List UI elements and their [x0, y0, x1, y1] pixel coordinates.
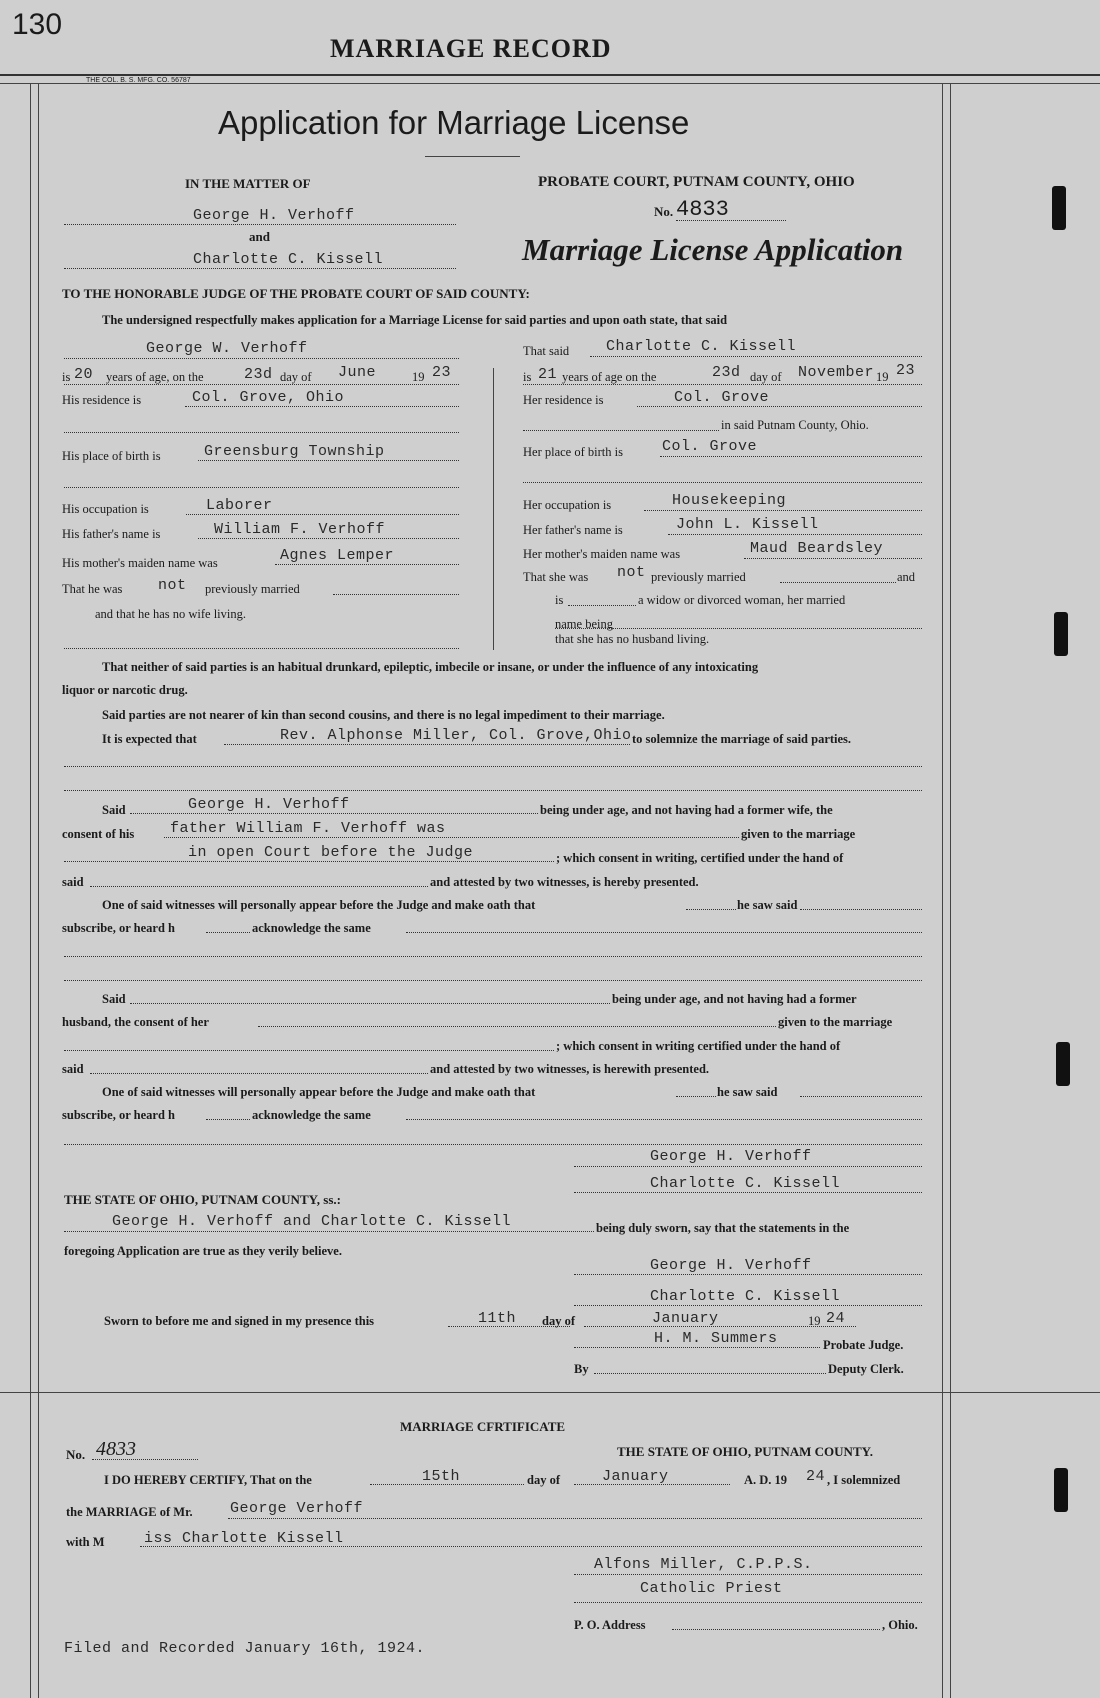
his-birth-month: June [338, 364, 377, 381]
certificate-state: THE STATE OF OHIO, PUTNAM COUNTY. [617, 1444, 874, 1459]
his-residence-line-2 [64, 432, 459, 433]
consent-name-line [130, 813, 538, 814]
groom-name-line [64, 224, 456, 225]
fconsent-witness-a: One of said witnesses will personally appear before the Judge and make oath that [102, 1085, 536, 1099]
her-name-being-line [555, 628, 922, 629]
binder-tab [1054, 612, 1068, 656]
certificate-day-line [370, 1484, 524, 1485]
fconsent-said2: said [62, 1062, 84, 1076]
po-ohio: , Ohio. [882, 1618, 918, 1632]
her-mother: Maud Beardsley [750, 540, 884, 557]
his-father-line [198, 538, 459, 539]
her-birthplace-line [660, 456, 922, 457]
oath-names: George H. Verhoff and Charlotte C. Kissell [112, 1213, 512, 1230]
fconsent-said: Said [102, 992, 126, 1006]
blank-line [64, 1144, 922, 1145]
fconsent-name-line [130, 1003, 610, 1004]
certificate-ad: A. D. 19 [744, 1473, 788, 1487]
consent-writing: ; which consent in writing, certified under the hand of [556, 851, 844, 865]
her-year-prefix: 19 [876, 370, 889, 384]
certificate-number-line [92, 1459, 198, 1460]
and-label: and [249, 229, 270, 244]
consent-where: in open Court before the Judge [188, 844, 474, 861]
application-title: Marriage License Application [522, 232, 904, 267]
his-birth-year: 23 [432, 364, 452, 381]
her-father-label: Her father's name is [523, 523, 623, 537]
consent-parent: father William F. Verhoff was [170, 820, 446, 837]
record-title: MARRIAGE RECORD [330, 34, 612, 63]
oath-signature-bride: Charlotte C. Kissell [650, 1288, 841, 1305]
his-father-label: His father's name is [62, 527, 161, 541]
certificate-officiant-line [574, 1574, 922, 1575]
her-widow-line [568, 605, 636, 606]
consent-minor-name: George H. Verhoff [188, 796, 350, 813]
his-father: William F. Verhoff [214, 521, 386, 538]
marriage-of-label: the MARRIAGE of Mr. [66, 1505, 193, 1519]
his-age-text: years of age, on the [106, 370, 204, 384]
binder-tab [1054, 1468, 1068, 1512]
sig-bride-line [574, 1192, 922, 1193]
consent-acknowledge: acknowledge the same [252, 921, 371, 935]
form-title: Application for Marriage License [218, 104, 690, 141]
her-previously-married: not [617, 564, 646, 581]
his-name: George W. Verhoff [146, 340, 308, 357]
certificate-bride: iss Charlotte Kissell [144, 1530, 344, 1547]
blank-line [64, 956, 922, 957]
consent-where-line [64, 861, 554, 862]
his-is-label: is [62, 370, 71, 384]
frame-right-2 [950, 84, 951, 1698]
her-age-line [523, 384, 922, 385]
sworn-month-line [584, 1326, 856, 1327]
blank-line [64, 790, 922, 791]
fconsent-said2-line [90, 1073, 428, 1074]
sworn-before-label: Sworn to before me and signed in my presence this [104, 1314, 375, 1328]
consent-witness-a: One of said witnesses will personally appear before the Judge and make oath that [102, 898, 536, 912]
page-number: 130 [12, 8, 63, 41]
certificate-groom-line [228, 1518, 922, 1519]
oath-sig-bride-line [574, 1305, 922, 1306]
his-age-line [64, 384, 459, 385]
judge-line [574, 1347, 820, 1348]
expected-suffix: to solemnize the marriage of said parties. [632, 732, 852, 746]
consent-acknowledge-line [406, 932, 922, 933]
oath-sworn: being duly sworn, say that the statements in the [596, 1221, 850, 1235]
his-previously-married: not [158, 577, 187, 594]
her-name-line [590, 356, 922, 357]
consent-said: Said [102, 803, 126, 817]
certificate-role-line [574, 1602, 922, 1603]
his-birthplace-line-2 [64, 487, 459, 488]
consent-said2: said [62, 875, 84, 889]
sworn-day: 11th [478, 1310, 517, 1327]
sworn-day-of: day of [542, 1314, 575, 1328]
his-name-line [64, 358, 459, 359]
his-residence: Col. Grove, Ohio [192, 389, 345, 406]
his-prev-label-b: previously married [205, 582, 300, 596]
her-prev-label-b: previously married [651, 570, 746, 584]
her-occupation-line [644, 510, 922, 511]
her-and: and [897, 570, 916, 584]
certificate-officiant: Alfons Miller, C.P.P.S. [594, 1556, 813, 1573]
frame-left [30, 84, 31, 1698]
fconsent-witness-b: he saw said [717, 1085, 778, 1099]
column-divider [493, 368, 494, 650]
address-line: TO THE HONORABLE JUDGE OF THE PROBATE COURT OF SAID COUNTY: [62, 286, 530, 301]
by-label: By [574, 1362, 589, 1376]
her-mother-label: Her mother's maiden name was [523, 547, 681, 561]
his-birth-day: 23d [244, 366, 273, 383]
his-year-prefix: 19 [412, 370, 425, 384]
his-prev-label-a: That he was [62, 582, 123, 596]
certificate-day: 15th [422, 1468, 461, 1485]
license-number: 4833 [676, 197, 729, 222]
blank-line [64, 766, 922, 767]
his-day-text: day of [280, 370, 312, 384]
fconsent-writing: ; which consent in writing certified under the hand of [556, 1039, 841, 1053]
consent-under-age: being under age, and not having had a former wife, the [540, 803, 833, 817]
imprint: THE COL. B. S. MFG. CO. 56787 [86, 77, 191, 84]
consent-attested: and attested by two witnesses, is hereby presented. [430, 875, 699, 889]
applicant-signature-groom: George H. Verhoff [650, 1148, 812, 1165]
fconsent-husband-line [258, 1026, 776, 1027]
with-label: with M [66, 1535, 105, 1549]
court-heading: PROBATE COURT, PUTNAM COUNTY, OHIO [538, 174, 855, 190]
blank-line [64, 980, 922, 981]
certificate-divider [0, 1392, 1100, 1393]
certificate-year: 24 [806, 1468, 826, 1485]
fconsent-subscribe: subscribe, or heard h [62, 1108, 175, 1122]
certificate-month-line [574, 1484, 730, 1485]
frame-right [942, 84, 943, 1698]
his-prev-line [333, 594, 459, 595]
consent-subscribe-line [206, 932, 250, 933]
her-county-line [523, 430, 719, 431]
judge-name: H. M. Summers [654, 1330, 778, 1347]
oath-sig-groom-line [574, 1274, 922, 1275]
his-occupation-line [186, 514, 459, 515]
her-prev-line [780, 582, 896, 583]
his-occupation-label: His occupation is [62, 502, 149, 516]
his-occupation: Laborer [206, 497, 273, 514]
fconsent-subscribe-line [206, 1119, 250, 1120]
sig-groom-line [574, 1166, 922, 1167]
deputy-line [594, 1373, 826, 1374]
license-number-line [676, 220, 786, 221]
consent-of-label: consent of his [62, 827, 135, 841]
certificate-no-label: No. [66, 1447, 86, 1462]
binder-tab [1056, 1042, 1070, 1086]
his-bottom-line [64, 648, 459, 649]
certificate-day-of: day of [527, 1473, 560, 1487]
certificate-role: Catholic Priest [640, 1580, 783, 1597]
her-widow-b: a widow or divorced woman, her married [638, 593, 846, 607]
title-underline [425, 156, 520, 157]
certify-label: I DO HEREBY CERTIFY, That on the [104, 1473, 312, 1487]
her-that-said: That said [523, 344, 570, 358]
fconsent-husband: husband, the consent of her [62, 1015, 209, 1029]
consent-witness-b: he saw said [737, 898, 798, 912]
her-birth-year: 23 [896, 362, 916, 379]
her-occupation: Housekeeping [672, 492, 787, 509]
his-mother-label: His mother's maiden name was [62, 556, 218, 570]
bride-name-line [64, 268, 456, 269]
oath-state: THE STATE OF OHIO, PUTNAM COUNTY, ss.: [64, 1192, 342, 1207]
header-rule [0, 74, 1100, 76]
sworn-month: January [652, 1310, 719, 1327]
po-address-line [672, 1629, 880, 1630]
his-residence-line [185, 406, 459, 407]
her-age-text: years of age on the [562, 370, 657, 384]
matter-heading: IN THE MATTER OF [185, 176, 311, 191]
officiant-line [224, 744, 630, 745]
his-age: 20 [74, 366, 94, 383]
fconsent-witness-line [676, 1096, 716, 1097]
certificate-month: January [602, 1468, 669, 1485]
fconsent-where-line [64, 1050, 554, 1051]
expected-label: It is expected that [102, 732, 197, 746]
consent-witness-line [686, 909, 736, 910]
her-is-label: is [523, 370, 532, 384]
his-birth-label: His place of birth is [62, 449, 161, 463]
binder-tab [1052, 186, 1066, 230]
consent-given: given to the marriage [741, 827, 856, 841]
her-birth-label: Her place of birth is [523, 445, 623, 459]
her-father: John L. Kissell [676, 516, 819, 533]
drunkard-clause-2: liquor or narcotic drug. [62, 683, 188, 697]
her-no-husband: that she has no husband living. [555, 632, 710, 646]
his-birthplace: Greensburg Township [204, 443, 385, 460]
fconsent-witness-line-2 [800, 1096, 922, 1097]
his-birthplace-line [198, 460, 459, 461]
her-birth-month: November [798, 364, 875, 381]
his-mother: Agnes Lemper [280, 547, 395, 564]
certificate-number: 4833 [96, 1438, 136, 1460]
po-address-label: P. O. Address [574, 1618, 646, 1632]
her-residence-label: Her residence is [523, 393, 604, 407]
officiant-name: Rev. Alphonse Miller, Col. Grove,Ohio [280, 727, 632, 744]
her-age: 21 [538, 366, 558, 383]
fconsent-given: given to the marriage [778, 1015, 893, 1029]
her-residence: Col. Grove [674, 389, 770, 406]
her-residence-line [637, 406, 922, 407]
consent-witness-line-2 [800, 909, 922, 910]
her-occupation-label: Her occupation is [523, 498, 612, 512]
consent-subscribe: subscribe, or heard h [62, 921, 175, 935]
fconsent-acknowledge: acknowledge the same [252, 1108, 371, 1122]
groom-name: George H. Verhoff [193, 207, 355, 224]
fconsent-attested: and attested by two witnesses, is herewith presented. [430, 1062, 710, 1076]
oath-names-line [64, 1231, 594, 1232]
her-name: Charlotte C. Kissell [606, 338, 797, 355]
her-county-text: in said Putnam County, Ohio. [721, 418, 869, 432]
his-no-wife: and that he has no wife living. [95, 607, 247, 621]
bride-name: Charlotte C. Kissell [193, 251, 384, 268]
sworn-year: 24 [826, 1310, 846, 1327]
judge-label: Probate Judge. [823, 1338, 904, 1352]
his-residence-label: His residence is [62, 393, 142, 407]
certificate-solemnized: , I solemnized [827, 1473, 901, 1487]
certificate-bride-line [140, 1546, 922, 1547]
her-day-text: day of [750, 370, 782, 384]
consent-said2-line [90, 886, 428, 887]
frame-left-2 [38, 84, 39, 1698]
her-widow-a: is [555, 593, 564, 607]
certificate-groom: George Verhoff [230, 1500, 364, 1517]
her-father-line [668, 534, 922, 535]
certificate-title: MARRIAGE CFRTIFICATE [400, 1419, 566, 1434]
consent-parent-line [164, 837, 739, 838]
filed-recorded: Filed and Recorded January 16th, 1924. [64, 1640, 426, 1657]
his-mother-line [275, 564, 459, 565]
applicant-signature-bride: Charlotte C. Kissell [650, 1175, 841, 1192]
drunkard-clause: That neither of said parties is an habitual drunkard, epileptic, imbecile or insane, or under the influence of any intoxicating [102, 660, 759, 674]
her-birth-day: 23d [712, 364, 741, 381]
kin-clause: Said parties are not nearer of kin than second cousins, and there is no legal impediment to their marriage. [102, 708, 665, 722]
deputy-label: Deputy Clerk. [828, 1362, 904, 1376]
fconsent-acknowledge-line [406, 1119, 922, 1120]
her-birthplace: Col. Grove [662, 438, 758, 455]
her-prev-label-a: That she was [523, 570, 589, 584]
fconsent-under-age: being under age, and not having had a former [612, 992, 857, 1006]
her-name-being: name being [555, 617, 613, 631]
her-birthplace-line-2 [523, 482, 922, 483]
oath-foregoing: foregoing Application are true as they verily believe. [64, 1244, 342, 1258]
intro-text: The undersigned respectfully makes application for a Marriage License for said parties and upon oath state, that said [102, 313, 728, 327]
sworn-year-prefix: 19 [808, 1314, 821, 1328]
license-no-label: No. [654, 204, 674, 219]
oath-signature-groom: George H. Verhoff [650, 1257, 812, 1274]
her-mother-line [744, 558, 922, 559]
